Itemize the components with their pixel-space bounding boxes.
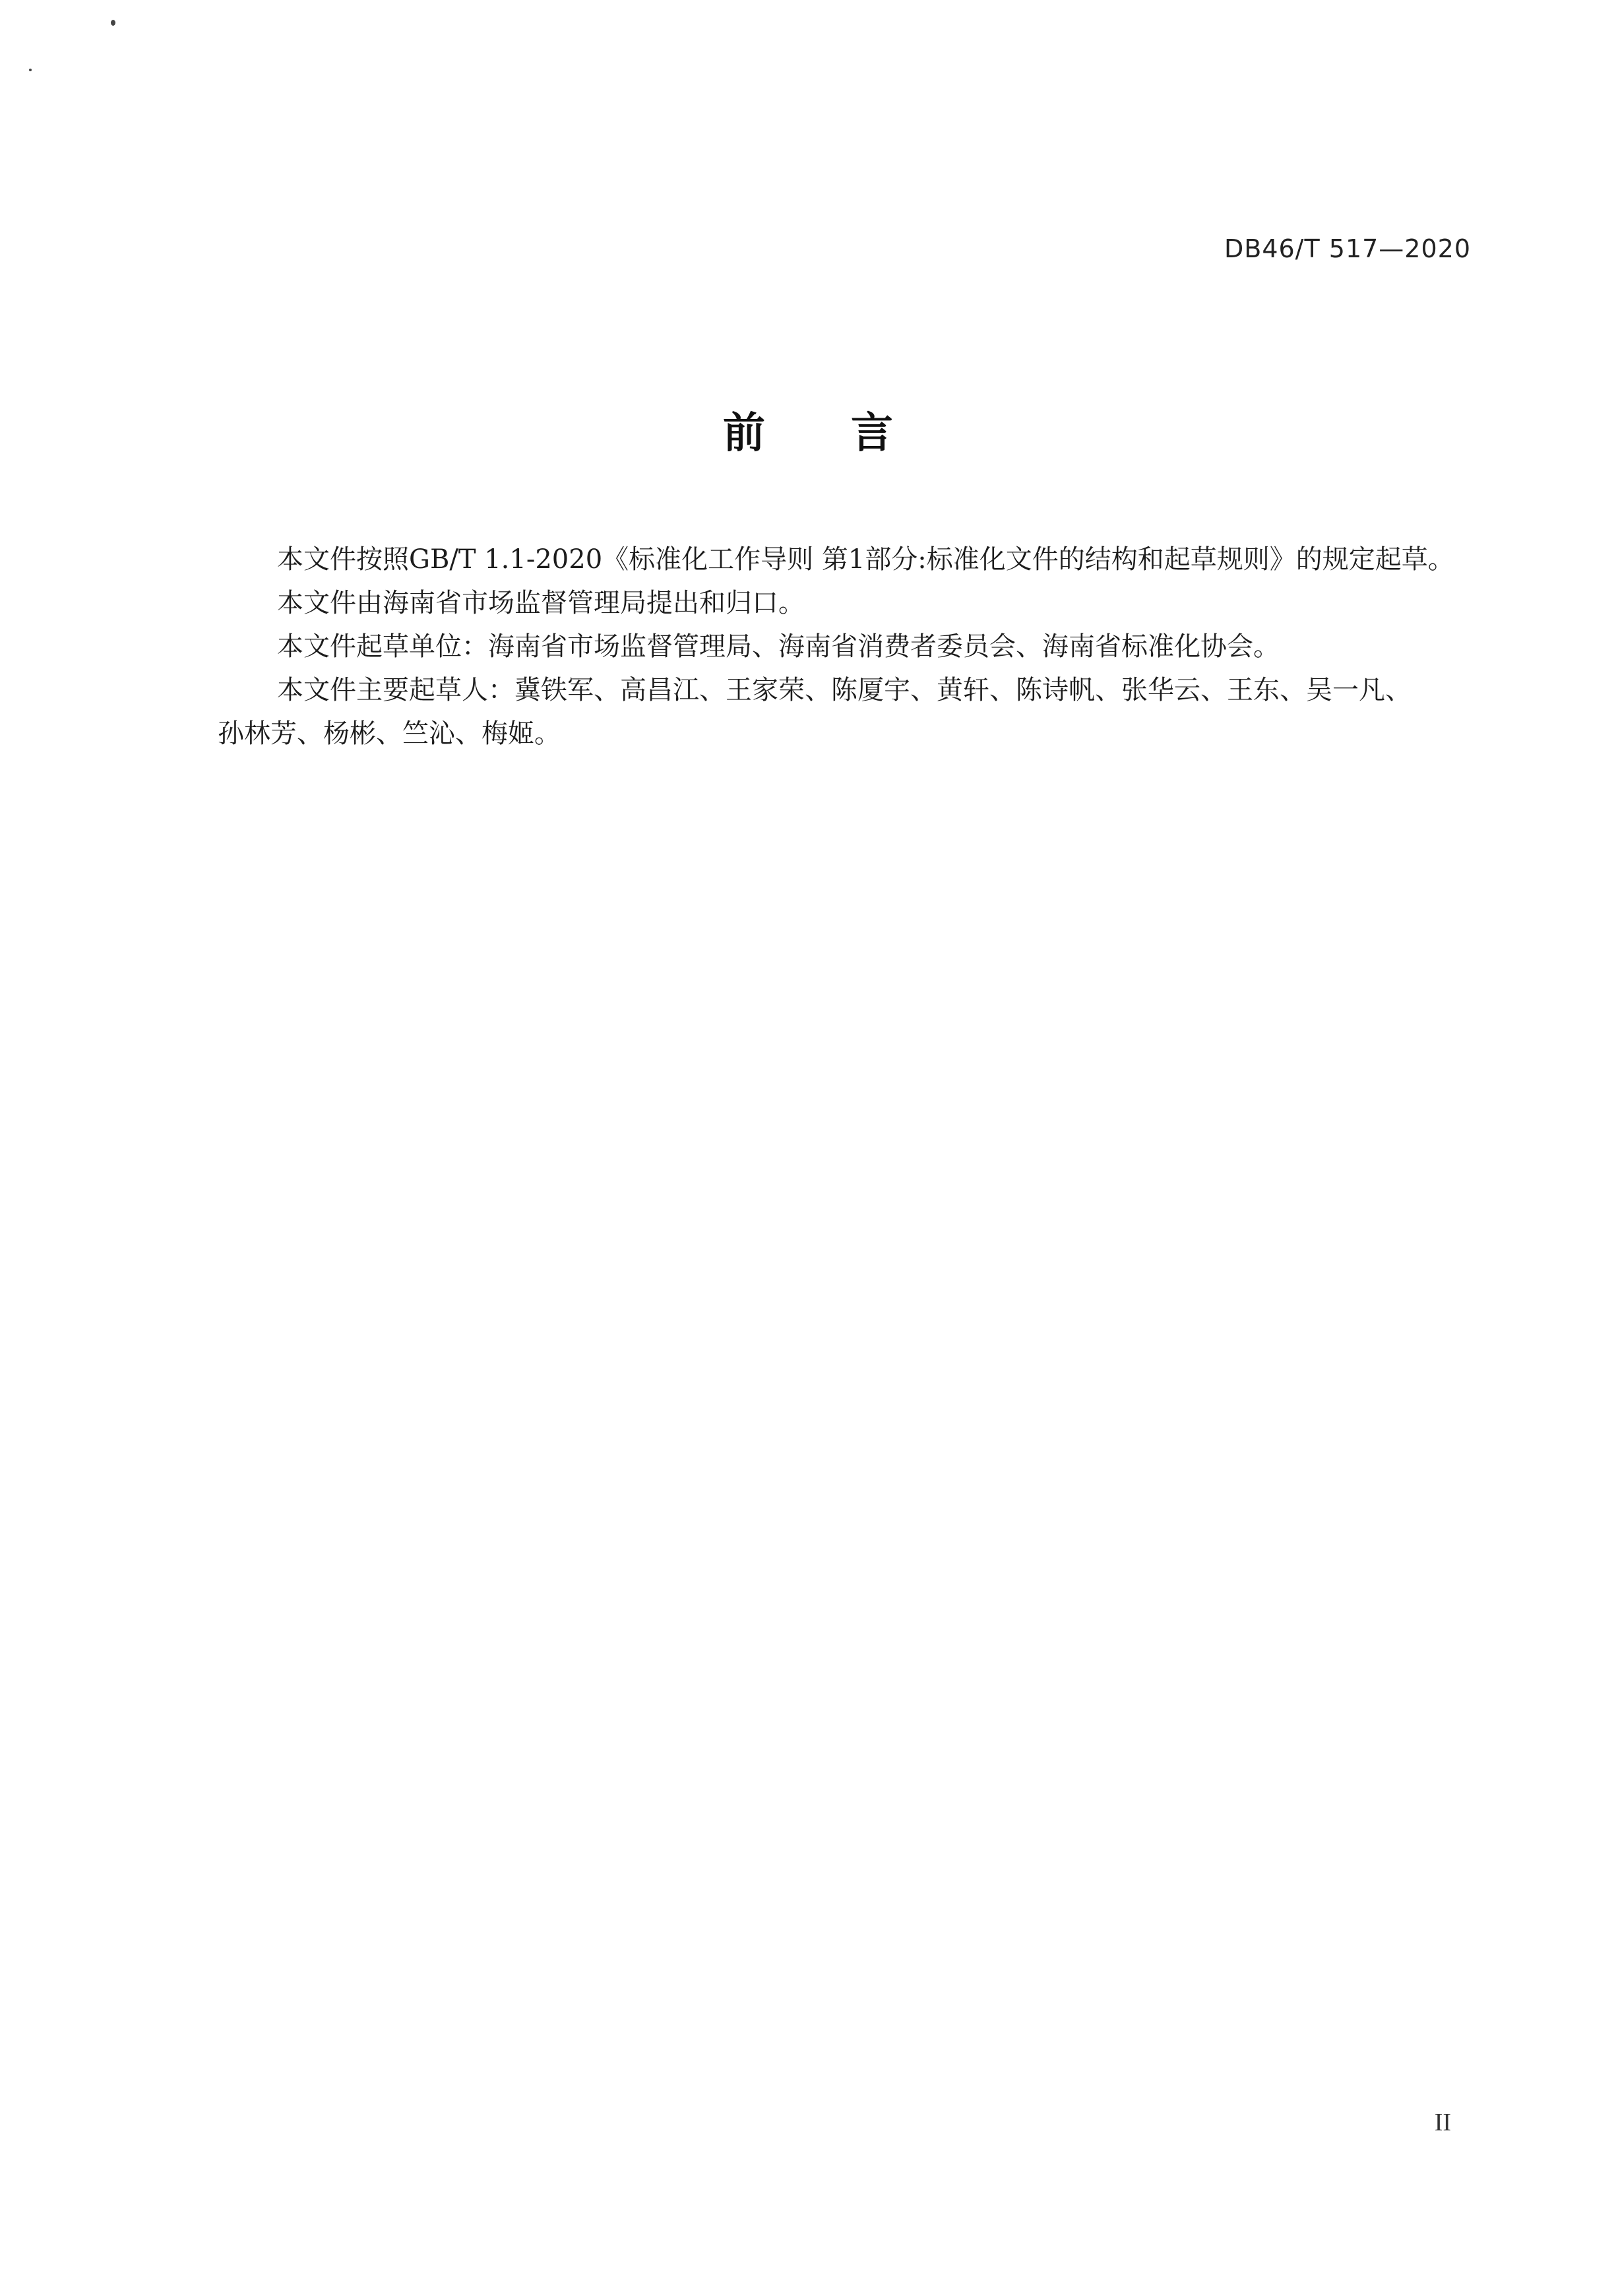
paragraph-proposer: 本文件由海南省市场监督管理局提出和归口。 (277, 588, 805, 618)
paragraph-drafters-line-2: 孙林芳、杨彬、竺沁、梅姬。 (218, 718, 561, 749)
paragraph-drafters-line-1: 本文件主要起草人：冀铁军、高昌江、王家荣、陈厦宇、黄轩、陈诗帆、张华云、王东、吴一凡、 (277, 675, 1412, 705)
paragraph-drafting-units: 本文件起草单位：海南省市场监督管理局、海南省消费者委员会、海南省标准化协会。 (277, 631, 1280, 662)
paragraph-drafting-basis: 本文件按照GB/T 1.1-2020《标准化工作导则 第1部分:标准化文件的结构和起草规则》的规定起草。 (277, 544, 1454, 575)
scan-speck (111, 20, 115, 26)
title-char-2: 言 (851, 409, 893, 458)
scan-speck (29, 69, 32, 71)
standard-code: DB46/T 517—2020 (1224, 234, 1471, 263)
page-title (0, 399, 1616, 460)
foreword-body (218, 538, 1471, 755)
page-number: II (1434, 2109, 1451, 2136)
title-char-1: 前 (723, 409, 765, 458)
